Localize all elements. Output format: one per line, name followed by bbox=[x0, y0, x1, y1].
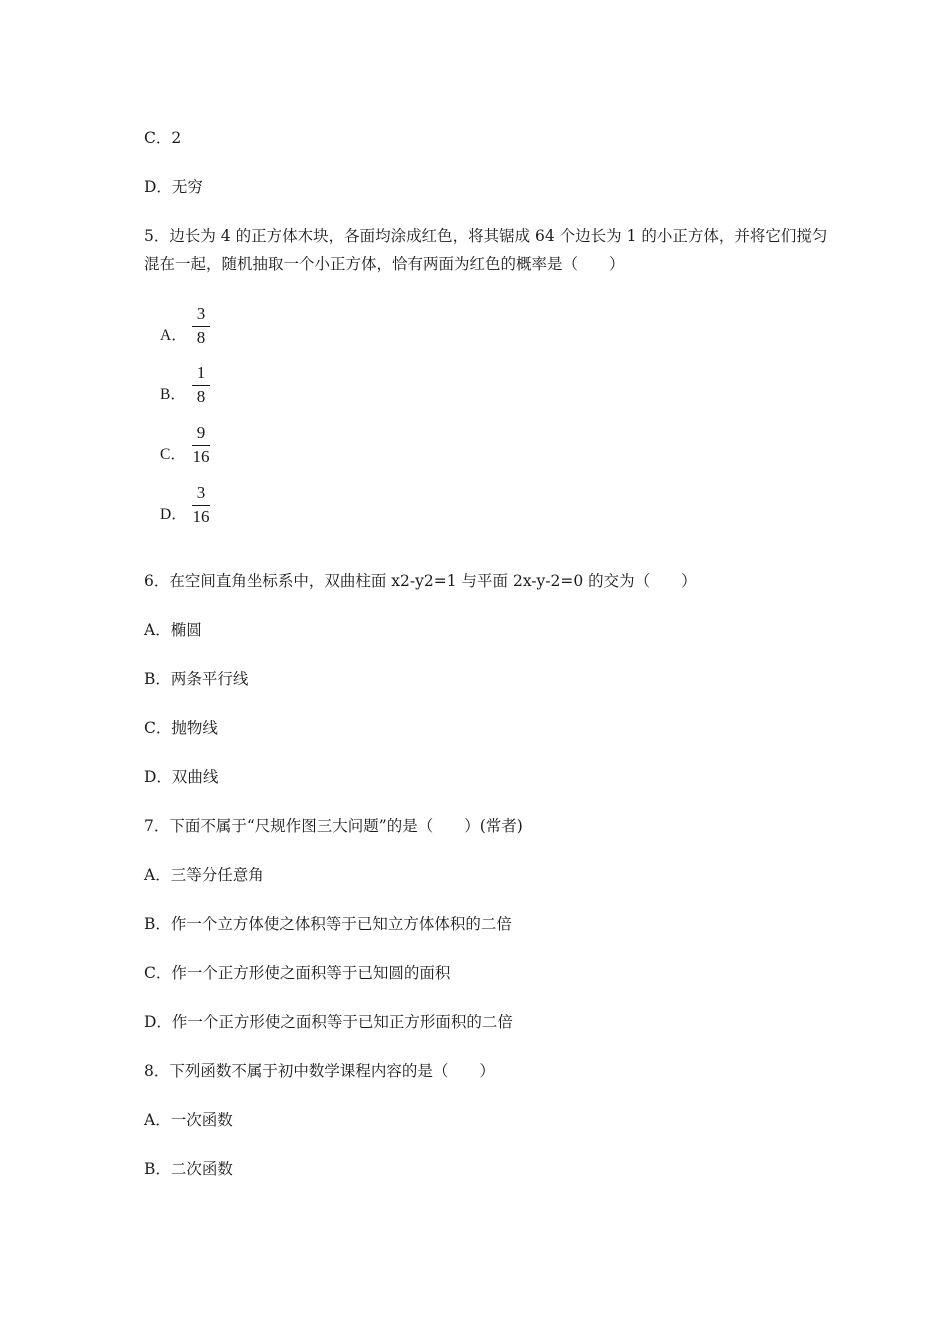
option-label: C． bbox=[160, 446, 186, 463]
fraction-bar bbox=[192, 505, 210, 506]
denominator: 16 bbox=[192, 447, 210, 466]
question-8-stem: 8．下列函数不属于初中数学课程内容的是（ ） bbox=[144, 1062, 495, 1080]
option-label: D． bbox=[160, 506, 187, 523]
question-8-option-b: B．二次函数 bbox=[144, 1160, 233, 1178]
fraction bbox=[190, 363, 212, 409]
denominator: 8 bbox=[196, 387, 206, 406]
option-c: C．2 bbox=[144, 129, 182, 147]
numerator: 3 bbox=[196, 483, 206, 502]
question-7-option-a: A．三等分任意角 bbox=[144, 866, 264, 884]
question-7-option-b: B．作一个立方体使之体积等于已知立方体体积的二倍 bbox=[144, 915, 512, 933]
numerator: 9 bbox=[196, 423, 206, 442]
denominator: 8 bbox=[196, 328, 206, 347]
question-6-option-c: C．抛物线 bbox=[144, 719, 218, 737]
question-6-option-d: D．双曲线 bbox=[144, 768, 219, 786]
question-5-stem: 5．边长为 4 的正方体木块，各面均涂成红色，将其锯成 64 个边长为 1 的小正方体，并将它们搅匀混在一起，随机抽取一个小正方体，恰有两面为红色的概率是（ ） bbox=[144, 227, 828, 273]
fraction-bar bbox=[192, 385, 210, 386]
numerator: 3 bbox=[196, 304, 206, 323]
fraction bbox=[190, 483, 212, 529]
fraction bbox=[190, 304, 212, 350]
fraction-bar bbox=[192, 326, 210, 327]
numerator: 1 bbox=[196, 363, 206, 382]
question-7-stem: 7．下面不属于“尺规作图三大问题”的是（ ）(常者) bbox=[144, 817, 523, 835]
fraction bbox=[190, 423, 212, 469]
question-6-option-a: A．椭圆 bbox=[144, 621, 202, 639]
option-label: B． bbox=[160, 386, 186, 403]
option-d: D．无穷 bbox=[144, 178, 203, 196]
question-7-option-d: D．作一个正方形使之面积等于已知正方形面积的二倍 bbox=[144, 1013, 513, 1031]
fraction-bar bbox=[192, 445, 210, 446]
question-6-stem: 6．在空间直角坐标系中，双曲柱面 x2-y2=1 与平面 2x-y-2=0 的交为（ ） bbox=[144, 572, 697, 590]
denominator: 16 bbox=[192, 507, 210, 526]
question-6-option-b: B．两条平行线 bbox=[144, 670, 249, 688]
option-label: A． bbox=[160, 327, 187, 344]
question-8-option-a: A．一次函数 bbox=[144, 1111, 233, 1129]
question-7-option-c: C．作一个正方形使之面积等于已知圆的面积 bbox=[144, 964, 451, 982]
